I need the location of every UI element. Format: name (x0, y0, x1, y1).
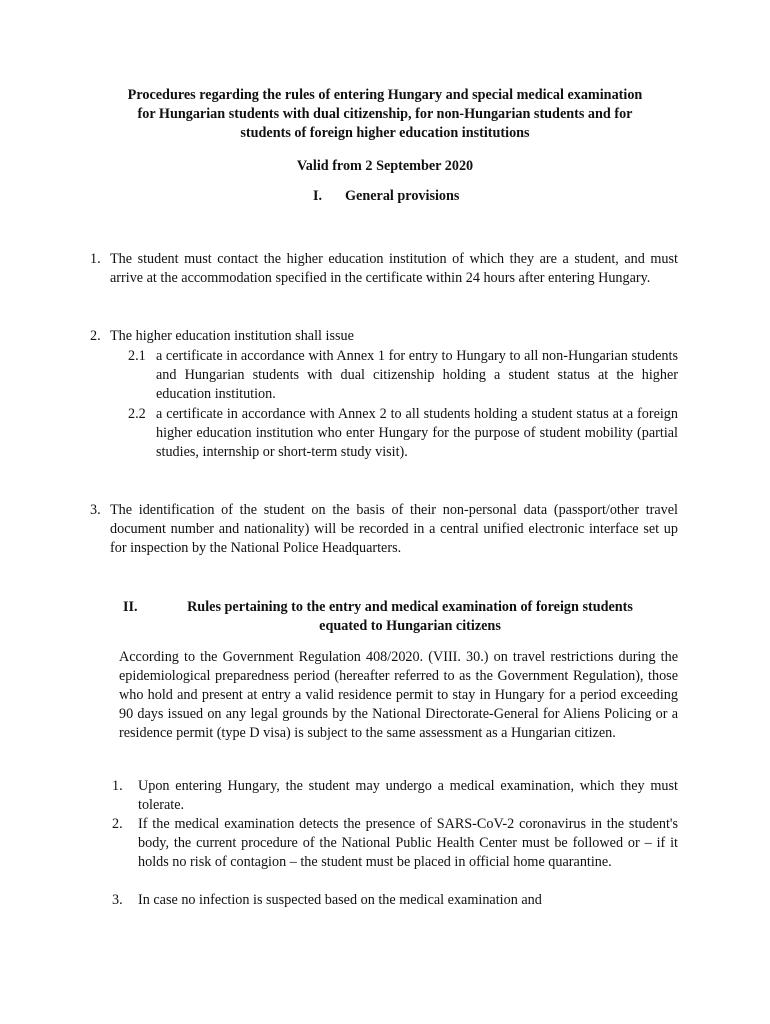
section-2-number: II. (123, 599, 138, 615)
section-2-title (160, 598, 660, 636)
list-item-number: 1. (112, 778, 123, 794)
list-item-text: The identification of the student on the basis of their non-personal data (passport/other travel document number and nationality) will be recorded in a central unified electronic interface set up for inspection by the National Police Headquarters. (110, 502, 678, 556)
list-item-text: The higher education institution shall issue (110, 328, 354, 344)
list-item-text: The student must contact the higher education institution of which they are a student, and must arrive at the accommodation specified in the certificate within 24 hours after entering Hungary. (110, 251, 678, 286)
section-1-title: General provisions (345, 188, 460, 204)
section-2-title-line-2: equated to Hungarian citizens (319, 618, 501, 634)
list-item-number: 3. (90, 502, 101, 518)
title-line-2: for Hungarian students with dual citizenship, for non-Hungarian students and for (137, 106, 633, 122)
list-item-number: 2. (112, 816, 123, 832)
list-item-text: If the medical examination detects the presence of SARS-CoV-2 coronavirus in the student's body, the current procedure of the National Public Health Center must be followed or – if it holds no risk of contagion – the student must be placed in official home quarantine. (138, 816, 678, 870)
list-item-number: 2. (90, 328, 101, 344)
section-1-number: I. (313, 188, 323, 204)
title-line-3: students of foreign higher education institutions (240, 125, 530, 141)
list-item-text: In case no infection is suspected based on the medical examination and (138, 892, 542, 908)
subitem-text: a certificate in accordance with Annex 2 to all students holding a student status at a foreign higher education institution who enter Hungary for the purpose of student mobility (partial studies, internship or short-term study visit). (156, 406, 678, 460)
title-line-1: Procedures regarding the rules of entering Hungary and special medical examination (127, 87, 643, 103)
section-2-title-line-1: Rules pertaining to the entry and medical examination of foreign students (187, 599, 633, 615)
list-item-text: Upon entering Hungary, the student may undergo a medical examination, which they must tolerate. (138, 778, 678, 813)
valid-from-date: Valid from 2 September 2020 (296, 158, 474, 174)
list-item-number: 3. (112, 892, 123, 908)
subitem-text: a certificate in accordance with Annex 1 for entry to Hungary to all non-Hungarian students and Hungarian students with dual citizenship holding a student status at the higher education institution. (156, 348, 678, 402)
subitem-number: 2.1 (128, 348, 146, 364)
section-2-intro-paragraph: According to the Government Regulation 408/2020. (VIII. 30.) on travel restrictions during the epidemiological preparedness period (hereafter referred to as the Government Regulation), those who hold and present at entry a valid residence permit to stay in Hungary for a period exceeding 90 days issued on any legal grounds by the National Directorate-General for Aliens Policing or a residence permit (type D visa) is subject to the same assessment as a Hungarian citizen. (119, 649, 678, 741)
document-title (90, 86, 680, 143)
subitem-number: 2.2 (128, 406, 146, 422)
list-item-number: 1. (90, 251, 101, 267)
